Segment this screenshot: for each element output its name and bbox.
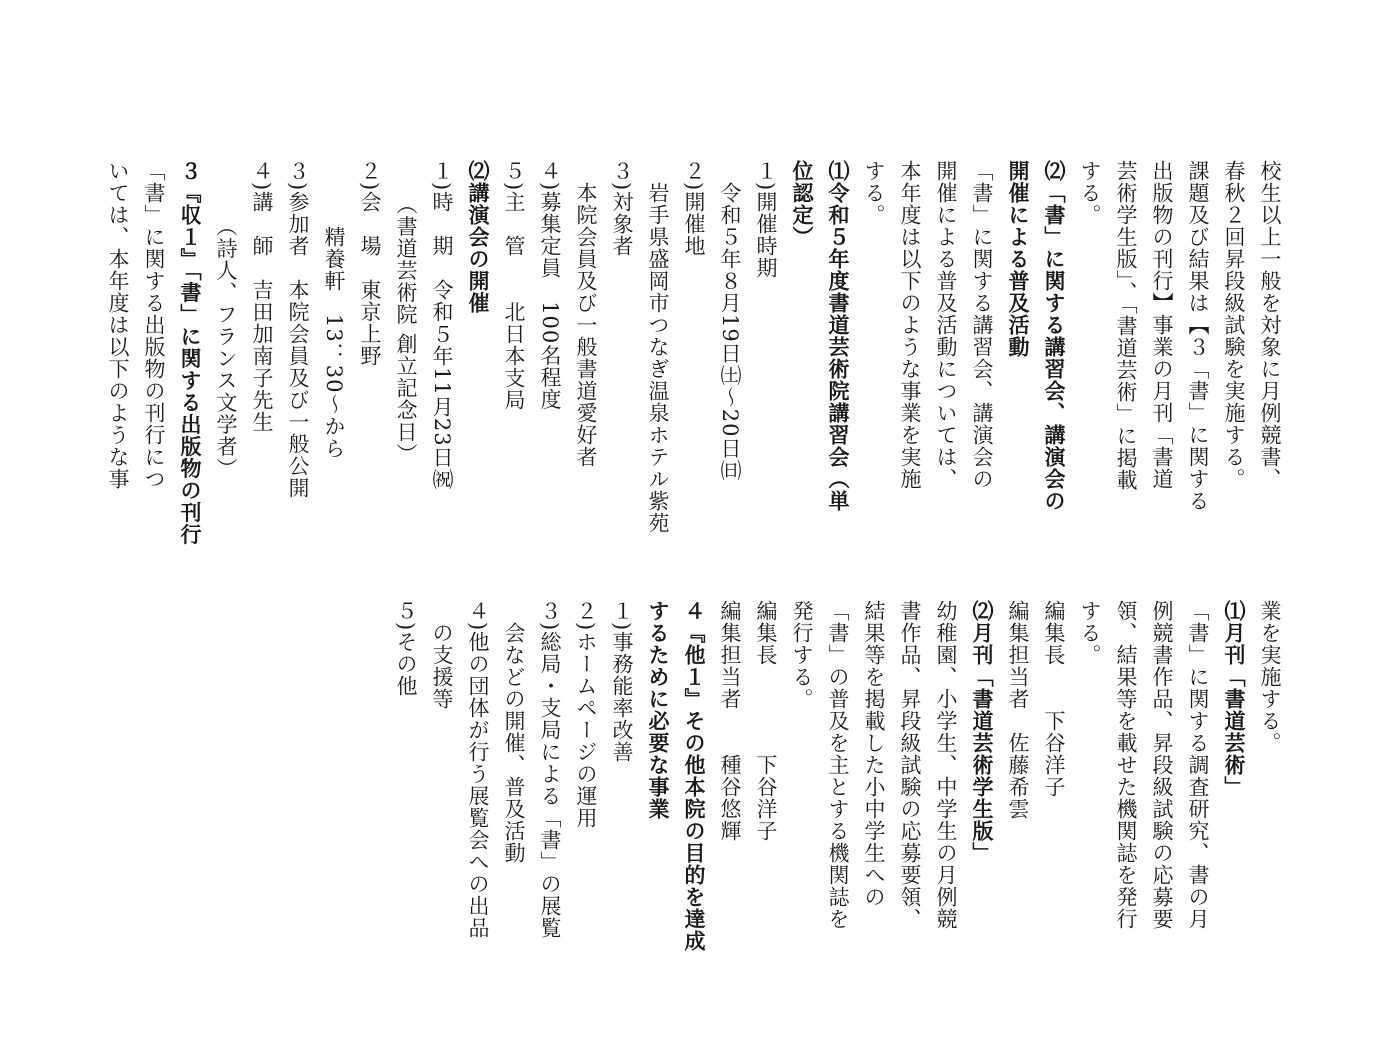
text-line: 岩手県盛岡市つなぎ温泉ホテル紫苑: [646, 160, 670, 534]
text-line: ５)その他: [394, 600, 418, 698]
text-line: ４)募集定員 100名程度: [538, 160, 562, 411]
section-heading-line: ⑴月刊「書道芸術」: [1222, 600, 1246, 798]
text-line: 会などの開催、普及活動: [502, 600, 526, 864]
lower-text-block: [388, 600, 1288, 1000]
text-line: （詩人、フランス文学者）: [214, 160, 238, 480]
text-line: 芸術学生版」、「書道芸術」に掲載: [1114, 160, 1138, 491]
text-line: ４)講 師 吉田加南子先生: [250, 160, 274, 434]
text-line: 幼稚園、小学生、中学生の月例競: [934, 600, 958, 930]
text-line: 「書」の普及を主とする機関誌を: [826, 600, 850, 930]
section-heading-line: ⑵講演会の開催: [466, 160, 490, 314]
text-line: 本院会員及び一般書道愛好者: [574, 160, 598, 468]
section-heading-line: ⑵月刊「書道芸術学生版」: [970, 600, 994, 864]
section-heading-line: ４『他１』その他本院の目的を達成: [682, 600, 706, 952]
section-heading-line: 開催による普及活動: [1006, 160, 1030, 358]
text-line: （書道芸術院 創立記念日）: [394, 160, 418, 466]
text-line: する。: [862, 160, 886, 226]
section-heading-line: ３『収１』「書」に関する出版物の刊行: [178, 160, 202, 546]
text-line: 編集担当者 種谷悠輝: [718, 600, 742, 842]
text-line: 書作品、昇段級試験の応募要領、: [898, 600, 922, 930]
text-line: の支援等: [430, 600, 454, 710]
text-line: 結果等を掲載した小中学生への: [862, 600, 886, 908]
section-heading-line: するために必要な事業: [646, 600, 670, 820]
text-line: 春秋２回昇段級試験を実施する。: [1222, 160, 1246, 490]
section-heading-line: 位認定）: [790, 160, 814, 248]
text-line: ３)参加者 本院会員及び一般公開: [286, 160, 310, 500]
section-heading-line: ⑵「書」に関する講習会、講演会の: [1042, 160, 1066, 512]
section-heading-line: ⑴令和５年度書道芸術院講習会（単: [826, 160, 850, 512]
text-line: 本年度は以下のような事業を実施: [898, 160, 922, 490]
text-line: １)時 期 令和５年11月23日㈷: [430, 160, 454, 491]
text-line: ４)他の団体が行う展覧会への出品: [466, 600, 490, 940]
text-line: １)事務能率改善: [610, 600, 634, 764]
text-line: 開催による普及活動については、: [934, 160, 958, 490]
text-line: 「書」に関する講習会、講演会の: [970, 160, 994, 490]
text-line: 「書」に関する出版物の刊行につ: [142, 160, 166, 490]
text-line: 令和５年８月19日㈯～20日㈰: [718, 160, 742, 482]
text-line: ２)会 場 東京上野: [358, 160, 382, 368]
text-line: 例競書作品、昇段級試験の応募要: [1150, 600, 1174, 930]
text-line: 編集長 下谷洋子: [754, 600, 778, 842]
text-line: 出版物の刊行】事業の月刊「書道: [1150, 160, 1174, 490]
text-line: する。: [1078, 160, 1102, 226]
text-line: する。: [1078, 600, 1102, 666]
text-line: ５)主 管 北日本支局: [502, 160, 526, 412]
text-line: 編集長 下谷洋子: [1042, 600, 1066, 798]
text-line: 課題及び結果は【３「書」に関する: [1186, 160, 1210, 512]
text-line: 編集担当者 佐藤希雲: [1006, 600, 1030, 820]
text-line: 校生以上一般を対象に月例競書、: [1258, 160, 1282, 490]
text-line: いては、本年度は以下のような事: [106, 160, 130, 490]
upper-text-block: [100, 160, 1288, 580]
text-line: 業を実施する。: [1258, 600, 1282, 754]
text-line: 発行する。: [790, 600, 814, 710]
text-line: ３)総局・支局による「書」の展覧: [538, 600, 562, 940]
text-line: 領、結果等を載せた機関誌を発行: [1114, 600, 1138, 930]
text-line: ２)ホームページの運用: [574, 600, 598, 830]
text-line: 「書」に関する調査研究、書の月: [1186, 600, 1210, 930]
text-line: １)開催時期: [754, 160, 778, 280]
text-line: ３)対象者: [610, 160, 634, 258]
text-line: 精養軒 13：30～から: [322, 160, 346, 460]
text-line: ２)開催地: [682, 160, 706, 258]
